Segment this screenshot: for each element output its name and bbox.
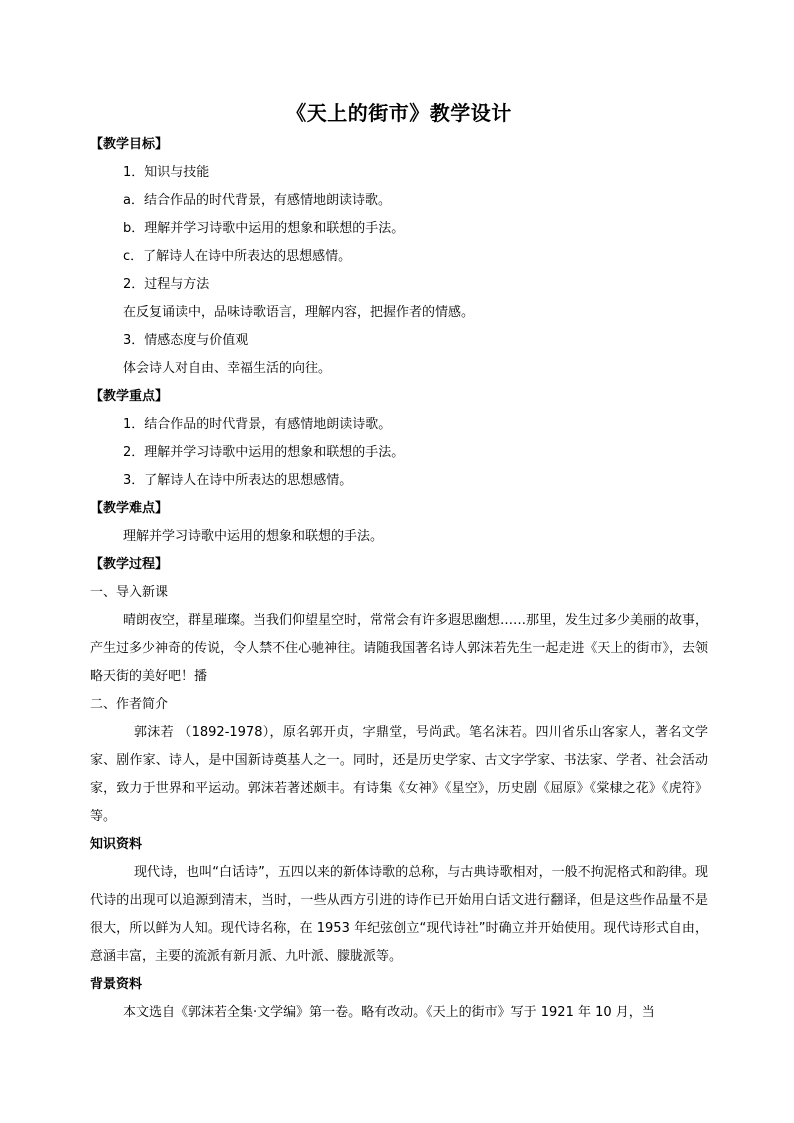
key-points-line: 1．结合作品的时代背景，有感情地朗读诗歌。 bbox=[123, 417, 392, 432]
process-heading: 【教学过程】 bbox=[90, 557, 169, 572]
goals-line: 2．过程与方法 bbox=[123, 277, 210, 292]
goals-line: 3．情感态度与价值观 bbox=[123, 333, 249, 348]
background-paragraph: 本文选自《郭沫若全集·文学编》第一卷。略有改动。《天上的街市》写于 1921 年 10 月，当 bbox=[123, 1005, 655, 1020]
goals-line: a．结合作品的时代背景，有感情地朗读诗歌。 bbox=[123, 193, 391, 208]
page-title: 《天上的街市》教学设计 bbox=[286, 101, 512, 125]
section-title-intro: 一、导入新课 bbox=[90, 585, 169, 600]
goals-line: c．了解诗人在诗中所表达的思想感情。 bbox=[123, 249, 352, 264]
goals-heading: 【教学目标】 bbox=[90, 137, 169, 152]
key-points-line: 2．理解并学习诗歌中运用的想象和联想的手法。 bbox=[123, 445, 405, 460]
key-points-heading: 【教学重点】 bbox=[90, 389, 169, 404]
intro-paragraph: 晴朗夜空，群星璀璨。当我们仰望星空时，常常会有许多遐思幽想……那里，发生过多少美丽的故事，产生过多少神奇的传说，令人禁不住心驰神往。请随我国著名诗人郭沫若先生一起走进《天上的街市》，去领略天街的美好吧！播 bbox=[90, 613, 709, 684]
knowledge-paragraph: 现代诗，也叫“白话诗”，五四以来的新体诗歌的总称，与古典诗歌相对，一般不拘泥格式和韵律。现代诗的出现可以追源到清末，当时，一些从西方引进的诗作已开始用白话文进行翻译，但是这些作品量不是很大，所以鲜为人知。现代诗名称，在 1953 年纪弦创立“现代诗社”时确立并开始使用。现代诗形式自由，意涵丰富，主要的流派有新月派、九叶派、朦胧派等。 bbox=[90, 865, 708, 964]
author-paragraph: 郭沫若 （1892-1978），原名郭开贞，字鼎堂，号尚武。笔名沫若。四川省乐山客家人，著名文学家、剧作家、诗人，是中国新诗奠基人之一。同时，还是历史学家、古文字学家、书法家、学者、社会活动家，致力于世界和平运动。郭沫若著述颇丰。有诗集《女神》《星空》，历史剧《屈原》《棠棣之花》《虎符》等。 bbox=[90, 725, 708, 824]
section-title-author: 二、作者简介 bbox=[90, 697, 169, 712]
goals-line: b．理解并学习诗歌中运用的想象和联想的手法。 bbox=[123, 221, 405, 236]
key-points-line: 3．了解诗人在诗中所表达的思想感情。 bbox=[123, 473, 353, 488]
knowledge-heading: 知识资料 bbox=[90, 837, 143, 852]
goals-line: 1．知识与技能 bbox=[123, 165, 210, 180]
difficulties-line: 理解并学习诗歌中运用的想象和联想的手法。 bbox=[123, 529, 384, 544]
background-heading: 背景资料 bbox=[90, 977, 143, 992]
difficulties-heading: 【教学难点】 bbox=[90, 501, 169, 516]
goals-line: 体会诗人对自由、幸福生活的向往。 bbox=[123, 361, 332, 376]
goals-line: 在反复诵读中，品味诗歌语言，理解内容，把握作者的情感。 bbox=[123, 305, 475, 320]
